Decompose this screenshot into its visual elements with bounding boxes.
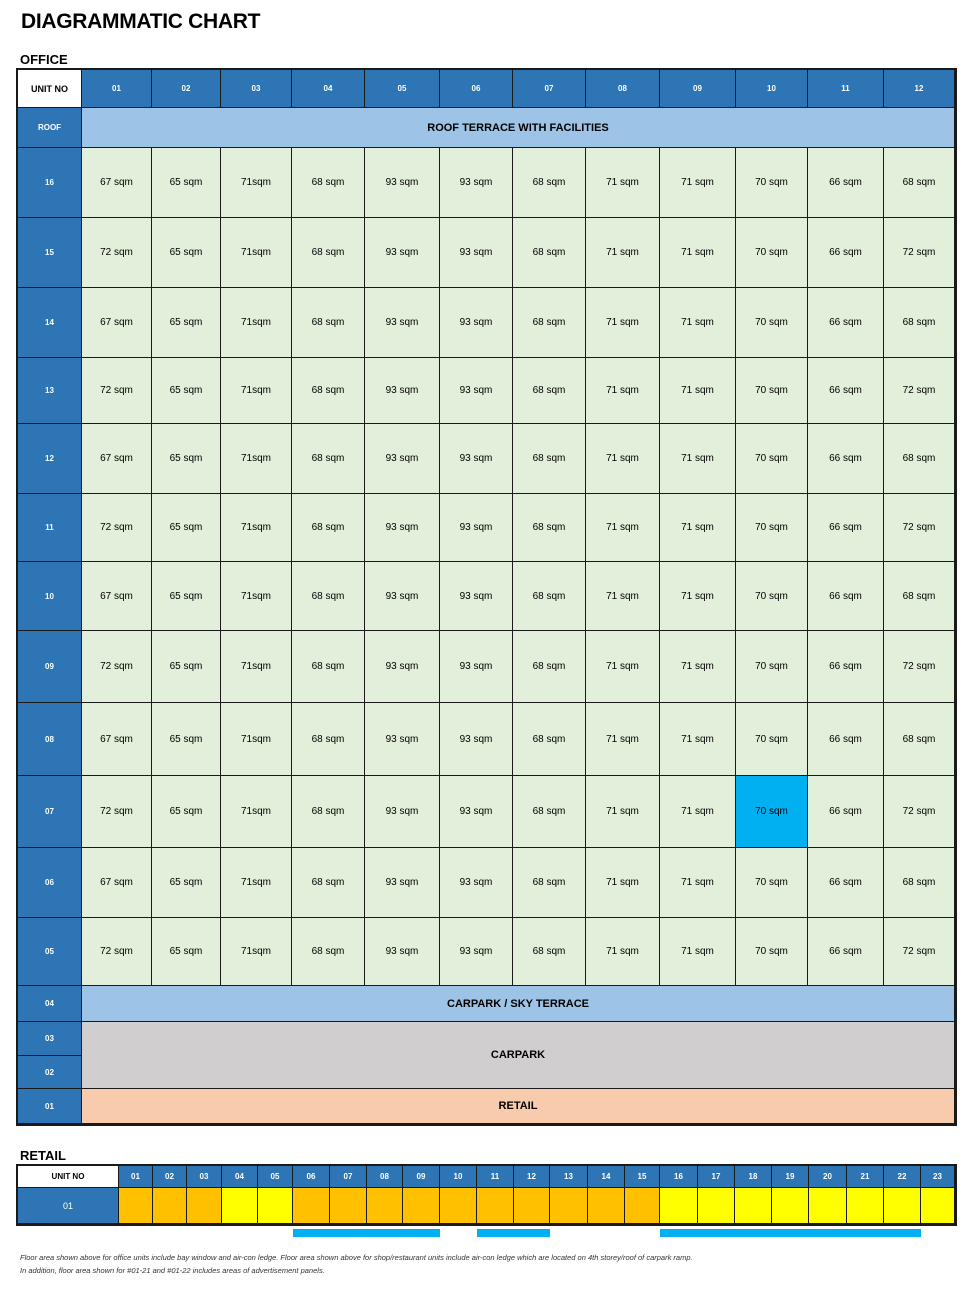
unit-area-cell: 71 sqm	[660, 631, 736, 703]
unit-header-01: 01	[82, 70, 152, 108]
unit-area-cell: 71sqm	[221, 703, 292, 776]
unit-area-cell: 71 sqm	[660, 424, 736, 494]
retail-unit-header-13: 13	[550, 1166, 588, 1188]
unit-area-cell: 93 sqm	[440, 918, 513, 986]
unit-area-cell: 68 sqm	[292, 848, 365, 918]
floor-label-roof: ROOF	[18, 108, 82, 148]
unit-area-cell: 71 sqm	[586, 218, 660, 288]
unit-area-cell: 65 sqm	[152, 631, 221, 703]
unit-area-cell: 71sqm	[221, 218, 292, 288]
unit-area-cell: 93 sqm	[440, 848, 513, 918]
unit-area-cell: 68 sqm	[292, 631, 365, 703]
retail-unit-cell-01	[119, 1188, 153, 1224]
retail-unit-header-12: 12	[514, 1166, 550, 1188]
floor-label-10: 10	[18, 562, 82, 631]
unit-area-cell: 70 sqm	[736, 562, 808, 631]
floor-label-04: 04	[18, 986, 82, 1022]
unit-area-cell: 71 sqm	[586, 631, 660, 703]
retail-unit-header-08: 08	[367, 1166, 403, 1188]
unit-area-cell: 68 sqm	[513, 631, 586, 703]
unit-area-cell: 68 sqm	[292, 776, 365, 848]
unit-area-cell: 65 sqm	[152, 494, 221, 562]
unit-area-cell: 68 sqm	[513, 494, 586, 562]
floor-label-01: 01	[18, 1089, 82, 1124]
office-section-label: OFFICE	[20, 52, 68, 67]
unit-header-12: 12	[884, 70, 955, 108]
retail-unit-header-04: 04	[222, 1166, 258, 1188]
retail-unit-cell-06	[293, 1188, 330, 1224]
unit-area-cell: 93 sqm	[365, 148, 440, 218]
retail-unit-cell-23	[921, 1188, 955, 1224]
unit-area-cell: 68 sqm	[884, 148, 955, 218]
unit-area-cell: 93 sqm	[365, 703, 440, 776]
unit-area-cell: 66 sqm	[808, 703, 884, 776]
floor-label-13: 13	[18, 358, 82, 424]
unit-area-cell: 71 sqm	[660, 776, 736, 848]
unit-area-cell: 66 sqm	[808, 148, 884, 218]
retail-unit-cell-22	[884, 1188, 921, 1224]
unit-area-cell: 93 sqm	[440, 424, 513, 494]
unit-area-cell: 93 sqm	[365, 776, 440, 848]
unit-area-cell: 65 sqm	[152, 848, 221, 918]
retail-blue-bar-1	[293, 1229, 440, 1237]
unit-area-cell: 68 sqm	[513, 148, 586, 218]
unit-area-cell: 71 sqm	[586, 848, 660, 918]
unit-area-cell: 67 sqm	[82, 148, 152, 218]
retail-unit-header-21: 21	[847, 1166, 884, 1188]
unit-area-cell: 71sqm	[221, 776, 292, 848]
retail-unit-header-11: 11	[477, 1166, 514, 1188]
unit-area-cell: 93 sqm	[365, 218, 440, 288]
unit-area-cell: 65 sqm	[152, 288, 221, 358]
unit-area-cell: 68 sqm	[884, 288, 955, 358]
unit-area-cell: 93 sqm	[440, 358, 513, 424]
carpark-band: CARPARK	[82, 1022, 955, 1089]
retail-unit-cell-11	[477, 1188, 514, 1224]
unit-area-cell: 65 sqm	[152, 424, 221, 494]
unit-area-cell: 93 sqm	[440, 631, 513, 703]
retail-unit-no-header: UNIT NO	[18, 1166, 119, 1188]
unit-header-08: 08	[586, 70, 660, 108]
unit-area-cell: 70 sqm	[736, 494, 808, 562]
retail-blue-bar-2	[477, 1229, 550, 1237]
retail-unit-header-01: 01	[119, 1166, 153, 1188]
unit-area-cell: 93 sqm	[440, 562, 513, 631]
unit-area-cell: 70 sqm	[736, 424, 808, 494]
retail-unit-cell-13	[550, 1188, 588, 1224]
unit-area-cell: 67 sqm	[82, 562, 152, 631]
unit-area-cell: 68 sqm	[513, 848, 586, 918]
unit-area-cell: 68 sqm	[292, 288, 365, 358]
retail-unit-cell-19	[772, 1188, 809, 1224]
retail-blue-bar-3	[660, 1229, 921, 1237]
retail-unit-cell-18	[735, 1188, 772, 1224]
unit-area-cell: 67 sqm	[82, 848, 152, 918]
office-chart	[16, 68, 957, 1126]
floor-label-02: 02	[18, 1056, 82, 1089]
retail-section-label: RETAIL	[20, 1148, 66, 1163]
unit-area-cell: 71 sqm	[586, 703, 660, 776]
unit-area-cell: 68 sqm	[513, 776, 586, 848]
unit-area-cell: 67 sqm	[82, 424, 152, 494]
unit-area-cell: 93 sqm	[365, 358, 440, 424]
unit-area-cell: 70 sqm	[736, 148, 808, 218]
retail-unit-header-14: 14	[588, 1166, 625, 1188]
retail-unit-cell-17	[698, 1188, 735, 1224]
unit-area-cell: 71 sqm	[586, 148, 660, 218]
footnote-1: Floor area shown above for office units include bay window and air-con ledge. Floor area shown above for shop/restaurant units include air-con ledge which are located on 4th storey/roof of carpark ramp.	[20, 1253, 693, 1262]
retail-unit-header-15: 15	[625, 1166, 660, 1188]
unit-area-cell: 65 sqm	[152, 562, 221, 631]
retail-unit-cell-02	[153, 1188, 187, 1224]
unit-area-cell: 71 sqm	[586, 776, 660, 848]
unit-area-cell: 71 sqm	[660, 494, 736, 562]
unit-area-cell: 66 sqm	[808, 358, 884, 424]
retail-band: RETAIL	[82, 1089, 955, 1124]
unit-area-cell: 68 sqm	[884, 703, 955, 776]
unit-area-cell: 65 sqm	[152, 703, 221, 776]
floor-label-08: 08	[18, 703, 82, 776]
unit-area-cell: 71 sqm	[660, 918, 736, 986]
unit-area-cell: 72 sqm	[884, 218, 955, 288]
unit-area-cell: 71sqm	[221, 631, 292, 703]
unit-area-cell: 68 sqm	[292, 918, 365, 986]
retail-unit-cell-10	[440, 1188, 477, 1224]
unit-area-cell: 71 sqm	[586, 358, 660, 424]
retail-chart	[16, 1164, 957, 1226]
unit-area-cell: 70 sqm	[736, 631, 808, 703]
retail-unit-header-05: 05	[258, 1166, 293, 1188]
unit-area-cell: 93 sqm	[365, 631, 440, 703]
floor-label-14: 14	[18, 288, 82, 358]
unit-area-cell: 66 sqm	[808, 631, 884, 703]
unit-area-cell: 68 sqm	[292, 424, 365, 494]
unit-area-cell: 68 sqm	[513, 918, 586, 986]
unit-area-cell: 93 sqm	[365, 288, 440, 358]
unit-area-cell: 72 sqm	[884, 631, 955, 703]
retail-unit-cell-16	[660, 1188, 698, 1224]
retail-unit-cell-07	[330, 1188, 367, 1224]
retail-unit-cell-15	[625, 1188, 660, 1224]
retail-unit-header-07: 07	[330, 1166, 367, 1188]
unit-header-05: 05	[365, 70, 440, 108]
unit-area-cell: 71 sqm	[660, 562, 736, 631]
unit-area-cell: 68 sqm	[513, 358, 586, 424]
retail-floor-label: 01	[18, 1188, 119, 1224]
unit-area-cell: 68 sqm	[292, 703, 365, 776]
unit-area-cell: 70 sqm	[736, 288, 808, 358]
unit-area-cell: 68 sqm	[292, 494, 365, 562]
retail-unit-header-17: 17	[698, 1166, 735, 1188]
unit-header-02: 02	[152, 70, 221, 108]
roof-terrace-band: ROOF TERRACE WITH FACILITIES	[82, 108, 955, 148]
floor-label-05: 05	[18, 918, 82, 986]
floor-label-06: 06	[18, 848, 82, 918]
unit-area-cell: 70 sqm	[736, 776, 808, 848]
unit-area-cell: 68 sqm	[513, 562, 586, 631]
unit-area-cell: 66 sqm	[808, 288, 884, 358]
retail-unit-header-19: 19	[772, 1166, 809, 1188]
unit-area-cell: 93 sqm	[365, 494, 440, 562]
unit-area-cell: 93 sqm	[365, 848, 440, 918]
retail-unit-cell-12	[514, 1188, 550, 1224]
unit-area-cell: 72 sqm	[884, 358, 955, 424]
unit-area-cell: 93 sqm	[365, 424, 440, 494]
unit-area-cell: 65 sqm	[152, 358, 221, 424]
retail-unit-cell-08	[367, 1188, 403, 1224]
unit-area-cell: 70 sqm	[736, 358, 808, 424]
unit-area-cell: 67 sqm	[82, 703, 152, 776]
unit-area-cell: 66 sqm	[808, 562, 884, 631]
unit-area-cell: 67 sqm	[82, 288, 152, 358]
unit-area-cell: 72 sqm	[884, 918, 955, 986]
unit-area-cell: 72 sqm	[82, 218, 152, 288]
floor-label-15: 15	[18, 218, 82, 288]
unit-area-cell: 71sqm	[221, 562, 292, 631]
unit-area-cell: 68 sqm	[513, 288, 586, 358]
footnote-2: In addition, floor area shown for #01-21 and #01-22 includes areas of advertisement panels.	[20, 1266, 325, 1275]
unit-area-cell: 72 sqm	[82, 918, 152, 986]
retail-unit-header-18: 18	[735, 1166, 772, 1188]
unit-area-cell: 68 sqm	[884, 848, 955, 918]
unit-header-06: 06	[440, 70, 513, 108]
unit-area-cell: 65 sqm	[152, 218, 221, 288]
unit-area-cell: 71sqm	[221, 148, 292, 218]
floor-label-12: 12	[18, 424, 82, 494]
unit-area-cell: 68 sqm	[292, 562, 365, 631]
unit-area-cell: 66 sqm	[808, 918, 884, 986]
unit-area-cell: 72 sqm	[82, 494, 152, 562]
unit-area-cell: 70 sqm	[736, 848, 808, 918]
unit-area-cell: 71 sqm	[660, 218, 736, 288]
unit-area-cell: 71sqm	[221, 494, 292, 562]
unit-area-cell: 66 sqm	[808, 424, 884, 494]
unit-area-cell: 72 sqm	[82, 776, 152, 848]
floor-label-07: 07	[18, 776, 82, 848]
unit-area-cell: 93 sqm	[440, 703, 513, 776]
retail-unit-header-09: 09	[403, 1166, 440, 1188]
retail-unit-header-06: 06	[293, 1166, 330, 1188]
floor-label-03: 03	[18, 1022, 82, 1056]
unit-area-cell: 66 sqm	[808, 848, 884, 918]
floor-label-09: 09	[18, 631, 82, 703]
retail-unit-header-10: 10	[440, 1166, 477, 1188]
page-title: DIAGRAMMATIC CHART	[21, 10, 261, 33]
unit-header-04: 04	[292, 70, 365, 108]
unit-area-cell: 68 sqm	[513, 703, 586, 776]
unit-area-cell: 72 sqm	[82, 631, 152, 703]
unit-area-cell: 66 sqm	[808, 494, 884, 562]
unit-area-cell: 71 sqm	[660, 358, 736, 424]
retail-unit-cell-03	[187, 1188, 222, 1224]
unit-area-cell: 93 sqm	[440, 494, 513, 562]
unit-area-cell: 71 sqm	[660, 703, 736, 776]
retail-unit-cell-05	[258, 1188, 293, 1224]
retail-unit-header-03: 03	[187, 1166, 222, 1188]
unit-area-cell: 65 sqm	[152, 776, 221, 848]
unit-area-cell: 71 sqm	[586, 424, 660, 494]
retail-unit-cell-14	[588, 1188, 625, 1224]
unit-area-cell: 68 sqm	[292, 148, 365, 218]
unit-header-11: 11	[808, 70, 884, 108]
unit-area-cell: 71 sqm	[660, 148, 736, 218]
unit-area-cell: 66 sqm	[808, 776, 884, 848]
retail-unit-header-22: 22	[884, 1166, 921, 1188]
unit-area-cell: 70 sqm	[736, 703, 808, 776]
retail-unit-cell-21	[847, 1188, 884, 1224]
unit-area-cell: 93 sqm	[365, 562, 440, 631]
retail-unit-header-16: 16	[660, 1166, 698, 1188]
unit-area-cell: 93 sqm	[365, 918, 440, 986]
unit-area-cell: 93 sqm	[440, 218, 513, 288]
unit-area-cell: 93 sqm	[440, 148, 513, 218]
unit-area-cell: 71sqm	[221, 848, 292, 918]
retail-unit-header-02: 02	[153, 1166, 187, 1188]
unit-area-cell: 68 sqm	[292, 358, 365, 424]
unit-area-cell: 71 sqm	[586, 494, 660, 562]
unit-area-cell: 71sqm	[221, 918, 292, 986]
unit-header-10: 10	[736, 70, 808, 108]
unit-area-cell: 68 sqm	[292, 218, 365, 288]
unit-area-cell: 93 sqm	[440, 776, 513, 848]
unit-header-07: 07	[513, 70, 586, 108]
unit-area-cell: 66 sqm	[808, 218, 884, 288]
unit-area-cell: 68 sqm	[513, 424, 586, 494]
retail-unit-cell-09	[403, 1188, 440, 1224]
unit-area-cell: 72 sqm	[884, 494, 955, 562]
retail-unit-cell-20	[809, 1188, 847, 1224]
floor-label-11: 11	[18, 494, 82, 562]
unit-area-cell: 71sqm	[221, 288, 292, 358]
retail-unit-header-23: 23	[921, 1166, 955, 1188]
unit-area-cell: 65 sqm	[152, 918, 221, 986]
unit-area-cell: 70 sqm	[736, 218, 808, 288]
unit-area-cell: 68 sqm	[884, 424, 955, 494]
unit-area-cell: 71 sqm	[660, 288, 736, 358]
carpark-sky-terrace-band: CARPARK / SKY TERRACE	[82, 986, 955, 1022]
unit-area-cell: 71sqm	[221, 358, 292, 424]
unit-area-cell: 71 sqm	[586, 918, 660, 986]
unit-header-09: 09	[660, 70, 736, 108]
unit-area-cell: 72 sqm	[82, 358, 152, 424]
unit-area-cell: 71 sqm	[586, 562, 660, 631]
unit-area-cell: 65 sqm	[152, 148, 221, 218]
unit-header-03: 03	[221, 70, 292, 108]
unit-area-cell: 68 sqm	[513, 218, 586, 288]
unit-area-cell: 68 sqm	[884, 562, 955, 631]
retail-unit-cell-04	[222, 1188, 258, 1224]
unit-area-cell: 71 sqm	[660, 848, 736, 918]
unit-area-cell: 71sqm	[221, 424, 292, 494]
unit-area-cell: 72 sqm	[884, 776, 955, 848]
floor-label-16: 16	[18, 148, 82, 218]
unit-area-cell: 70 sqm	[736, 918, 808, 986]
unit-no-header: UNIT NO	[18, 70, 82, 108]
unit-area-cell: 93 sqm	[440, 288, 513, 358]
unit-area-cell: 71 sqm	[586, 288, 660, 358]
retail-unit-header-20: 20	[809, 1166, 847, 1188]
